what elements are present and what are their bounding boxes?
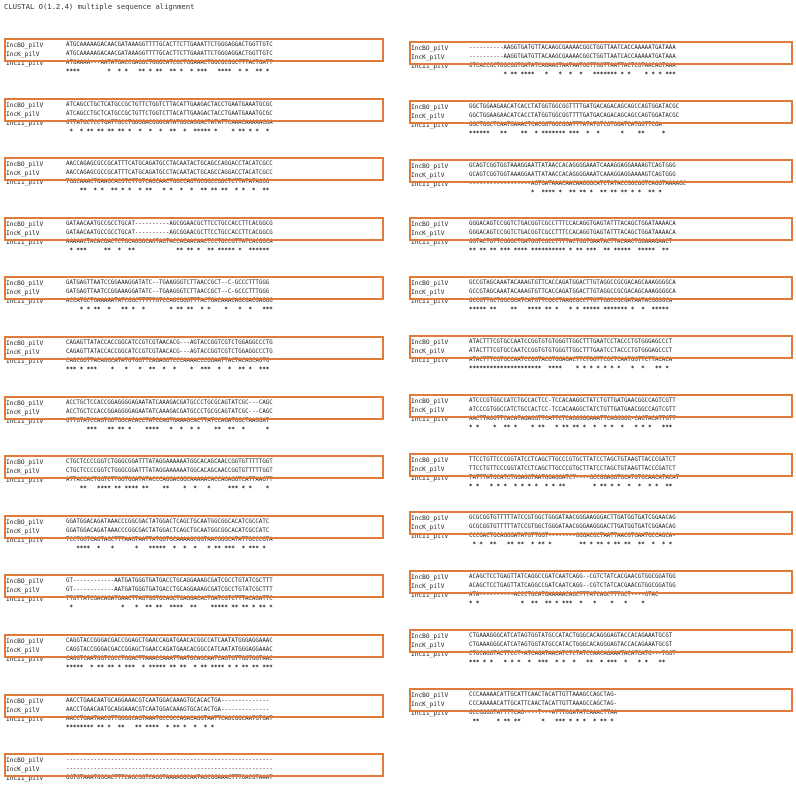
sequence-residues: AACCTGAACAATGCAGGAAACGTCAATGGACAAAGTGCACACTGA-------------- <box>66 706 270 713</box>
sequence-residues: ATGCAAAAAGACAACGATAAAGGTTTTGCACTTCTTGAAATTCTGGGAGGACTGGTTGTC <box>66 51 273 57</box>
sequence-name: IncBO_pilV <box>6 399 44 407</box>
sequence-name: IncK_pilV <box>6 289 40 297</box>
sequence-name: IncK_pilV <box>6 408 40 416</box>
sequence-residues: ATACTTTCGTGCCAATCCGGTACGTGGAGACTTCTGGTTCGCTCAATGGTTCTTACACA <box>469 357 673 363</box>
sequence-residues: CCCAAAAACATTGCATTCAACTACATTGTTAAAGCCAGCTAG- <box>469 691 618 698</box>
sequence-row <box>6 595 394 604</box>
sequence-name: IncK_pilV <box>6 349 40 356</box>
sequence-name: IncBO_pilV <box>6 42 44 49</box>
sequence-name: IncI1_pilV <box>6 477 44 485</box>
consensus-line: * * * ** ** **** ** ***** ** ** * ** * <box>66 605 273 612</box>
sequence-name: IncK_pilV <box>411 406 445 414</box>
sequence-row <box>6 357 394 366</box>
sequence-residues: CTGCTCCCCGGTCTGGGCGGATTTATAGGAAAAAATGGCACAGCAACCGGTGTTTTTGGT <box>66 459 273 466</box>
consensus-line: * * ** ** ** ** * * * * ** * ***** * * ** * * * <box>66 128 270 135</box>
consensus-row <box>6 187 394 196</box>
sequence-row <box>411 456 796 465</box>
sequence-row <box>411 238 796 247</box>
consensus-row <box>411 306 796 315</box>
sequence-residues: TTCCTGTTCCCGGTATCCTCAGCTTGCCCGTGCTTATCCTAGCTGTAAGTTACCCGATCT <box>469 456 676 463</box>
sequence-residues: CAGAGTTATACCACCGGCATCCGTCGTAACACG---AGTACCGGTCGTCTGGAGGCCCTG <box>66 340 273 346</box>
sequence-residues: ATA----------ACCCTGCATGAAAAACAGCTTTATCAGCTTTGCT----GTAC <box>469 592 659 599</box>
sequence-residues: GATGAGTTAATCCGGAAAGGATATC--TGAAGGGTCTTAACCGCT--C-GCCCTTTGGG <box>66 289 270 296</box>
sequence-row <box>6 288 394 297</box>
sequence-name: IncK_pilV <box>411 171 445 179</box>
sequence-name: IncK_pilV <box>411 348 445 355</box>
sequence-residues: AACCAGAGCGCCGCATTTCATGCAGATGCCTACAATACTGCAGCCAGGACCTACATCGCC <box>66 170 273 177</box>
sequence-row <box>6 220 394 229</box>
consensus-row <box>6 664 394 673</box>
sequence-row <box>6 577 394 586</box>
sequence-row <box>411 691 796 700</box>
sequence-name: IncBO_pilV <box>6 340 44 347</box>
sequence-row <box>411 573 796 582</box>
sequence-name: IncK_pilV <box>6 229 40 237</box>
sequence-row <box>6 655 394 664</box>
sequence-row <box>411 632 796 641</box>
sequence-name: IncK_pilV <box>411 583 445 591</box>
sequence-residues: AAAAACTACACGACTCTGCAGGGCAGTAGTACCACAACAACTCCTGCCGTTATCACGGCA <box>66 238 273 245</box>
sequence-residues: ATACTTTCGTGCCAATCCGGTGTGTGGGTTGGCTTTGAATCCTACCCTGTGGGAGCCCT <box>469 348 673 354</box>
sequence-name: IncK_pilV <box>6 766 40 774</box>
sequence-name: IncBO_pilV <box>6 757 44 765</box>
sequence-residues: ----------AAGGTGATGTTACAAGCGAAAACGGCTGGTTAATCACCAAAAATGATAAA <box>469 45 676 51</box>
sequence-row <box>411 279 796 288</box>
sequence-residues: GTTGTATCCAGTGGTGGCACACCTATCCAGTGAAAGCACTTATCCAGATGGCTAAGGAT <box>66 417 270 424</box>
sequence-name: IncBO_pilV <box>411 280 449 288</box>
sequence-residues: ------------------------------------------------------------ <box>66 766 273 773</box>
sequence-row <box>6 527 394 536</box>
sequence-row <box>6 715 394 724</box>
consensus-line: * * ** * ** * * * ** ** * * * * * *** <box>66 307 273 314</box>
sequence-residues: GCCGTTGCTGGCGCATCATGTTCGCCTAAGCGCCTTGTTGGCCGCGATAATACGGGGCA <box>469 298 673 305</box>
sequence-residues: ATGAAAA---AATATGACCGAGGCTGGGCATCGCTGGAAACTGGCGCGGCTTTACTGATT <box>66 60 273 66</box>
sequence-residues: TCCTGGTCAGTAGCTTTAAGTAATTATGGTGCAAAAGCGGTAACGGGCATATTGCCCGTA <box>66 536 273 543</box>
sequence-row <box>411 709 796 718</box>
sequence-residues: ----------AAGGTGATGTTACAAGCGAAAACGGCTGGTTAATCACCAAAAATGATAAA <box>469 54 676 60</box>
sequence-row <box>6 518 394 527</box>
sequence-name: IncBO_pilV <box>411 103 449 111</box>
sequence-residues: CAGGTACCGGGACGACCGGAGCTGAACCAGATGAACACGGCCATCAATATGGGAGGAAAC <box>66 638 273 644</box>
consensus-row <box>6 604 394 613</box>
sequence-row <box>411 171 796 180</box>
sequence-row <box>411 397 796 406</box>
consensus-row <box>6 724 394 733</box>
sequence-row <box>411 103 796 112</box>
consensus-line: ****** ** ** * ******* *** * * * ** * <box>469 130 666 137</box>
sequence-residues: ATACTTTCGTGCCAATCCGGTGTGTGGGTTGGCTTTGAATCCTACCCTGTGGGAGCCCT <box>469 339 673 345</box>
consensus-line: * * * ** * * ** * ** ** * * * * * * * * *** <box>469 424 673 431</box>
consensus-row <box>6 485 394 494</box>
consensus-line: ** ** ** *** **** ********** * ** *** ** ***** ***** ** <box>469 248 669 255</box>
sequence-row <box>411 356 796 365</box>
sequence-residues: CAGCGGTTACAGGCATATGTGGTTCAGAGGTCCCAAAACCCGGAATTACTACAGCAGTG <box>66 358 270 364</box>
consensus-row <box>411 718 796 727</box>
sequence-name: IncBO_pilV <box>411 221 449 229</box>
consensus-line: ** * ** ** * *** * * * * ** * <box>469 718 614 725</box>
sequence-name: IncI1_pilV <box>6 179 44 187</box>
consensus-row <box>411 365 796 374</box>
sequence-name: IncBO_pilV <box>411 456 449 464</box>
sequence-name: IncI1_pilV <box>411 239 449 247</box>
consensus-row <box>6 247 394 256</box>
consensus-row <box>411 71 796 80</box>
sequence-row <box>6 646 394 655</box>
sequence-row <box>6 279 394 288</box>
sequence-row <box>6 160 394 169</box>
sequence-name: IncI1_pilV <box>6 656 44 663</box>
consensus-line: * * ** ** ** * ** * ** * ** * ** ** ** * * * <box>469 542 673 549</box>
sequence-name: IncK_pilV <box>6 51 40 58</box>
sequence-residues: GGCTGGAAGAACATCACCTATGGTGGCGGTTTTGATGACAGACAGCAGCCAGTGGATACGC <box>469 103 680 110</box>
sequence-residues: GTTATGCTCCTGATTGCCTGGGGACGGGCATATGGCAGGACTATATTCAAACAAAAAGGA <box>66 119 273 126</box>
sequence-name: IncK_pilV <box>411 642 445 649</box>
sequence-row <box>411 523 796 532</box>
sequence-name: IncI1_pilV <box>6 60 44 67</box>
sequence-residues: ACAGCTCCTGAGTTATCAGGCCGATCAATCAGG--CGTCTATCACGAACGTGGCGGATGG <box>469 574 676 581</box>
sequence-residues: ATGCAAAAAGACAACGATAAAGGTTTTGCACTTCTTGAAATTCTGGGAGGACTGGTTGTC <box>66 42 273 48</box>
sequence-name: IncI1_pilV <box>6 536 44 544</box>
sequence-residues: GCAGTCGGTGGTAAAGGAATTATAACCACAGGGGAAATCAAAGGAGGAAAAGTCAGTGGG <box>469 162 676 169</box>
sequence-residues: GATAACAATGCCGCCTGCAT----------AGCGGAACGCTTCCTGCCACCTTCACGGCG <box>66 229 273 236</box>
consensus-row <box>411 659 796 668</box>
sequence-name: IncI1_pilV <box>6 417 44 425</box>
sequence-residues: GGATGGACAGATAAACCCGGCGACTATGGACTCAGCTGCAATGGCGGCACATCGCCATC <box>66 518 270 525</box>
sequence-row <box>6 41 394 50</box>
sequence-name: IncBO_pilV <box>6 101 44 109</box>
sequence-name: IncBO_pilV <box>6 161 44 169</box>
sequence-name: IncI1_pilV <box>411 180 449 188</box>
sequence-row <box>411 229 796 238</box>
sequence-name: IncI1_pilV <box>6 358 44 365</box>
sequence-residues: CTGCAGGTACTTCCT-ATCAGATAACATCTCTATCCAACAGAAATACATCATG---TGGT <box>469 651 676 657</box>
sequence-residues: ATCCCGTGGCCATCTGCCACTCC-TCCACAAGGCTATCTGTTGATGAACGGCCAGTCGTT <box>469 397 676 404</box>
sequence-name: IncI1_pilV <box>411 474 449 482</box>
sequence-name: IncK_pilV <box>6 110 40 118</box>
sequence-row <box>6 119 394 128</box>
sequence-row <box>411 62 796 71</box>
sequence-name: IncBO_pilV <box>411 339 449 346</box>
sequence-row <box>6 458 394 467</box>
sequence-row <box>6 50 394 59</box>
sequence-residues: TTGTTATCGACAGATGAACTTAGTGGTGCAGCTGAGGACACTGATCGTCTTTACAGATTC <box>66 596 273 603</box>
sequence-row <box>6 774 394 783</box>
sequence-name: IncI1_pilV <box>6 119 44 127</box>
sequence-residues: GCGCGGTGTTTTTATCCGTGGCTGGGATAACGGGAAGGGACTTGATGGTGATCGGAACAG <box>469 515 676 522</box>
sequence-row <box>6 169 394 178</box>
sequence-row <box>6 697 394 706</box>
consensus-line: * **** * ** ** * ** ** ** * * ** * <box>469 189 662 196</box>
sequence-name: IncI1_pilV <box>411 709 449 717</box>
consensus-line: * *** ** * ** ** ** * ** ***** * ****** <box>66 247 270 254</box>
sequence-residues: GTCACCGCTGGCGGTGATATCAGAAGTAATAATGGTTGGTTAATTACTCGTAACAGTAAA <box>469 63 676 69</box>
sequence-residues: TTCCTGTTCCCGGTATCCTCAGCTTGCCCGTGCTTATCCTAGCTGTAAGTTACCCGATCT <box>469 465 676 472</box>
consensus-line: *** * *** * * * ** * * * *** * * ** * *** <box>66 367 270 373</box>
sequence-residues: ATCAGCCTGCTCATGCCGCTGTTCTGGTCTTACATTGAAGACTACCTGAATGAAATGCGC <box>66 101 273 108</box>
sequence-row <box>6 348 394 357</box>
sequence-residues: GCAGTCGGTGGTAAAGGAATTATAACCACAGGGGAAATCAAAGGAGGAAAAGTCAGTGGG <box>469 171 676 178</box>
sequence-row <box>6 339 394 348</box>
sequence-row <box>6 417 394 426</box>
sequence-residues: ACCATGCTGAAAAATATCGGCTTTTTGTCCAGCGGGTTTACTGACAAACAGCGACGAGGG <box>66 298 273 305</box>
sequence-row <box>6 399 394 408</box>
consensus-line: **** * * * ***** * * * * ** *** * *** * <box>66 545 266 552</box>
sequence-row <box>411 532 796 541</box>
sequence-residues: AACCTGAACAATGCAGGAAACGTCAATGGACAAAGTGCACACTGA-------------- <box>66 697 270 704</box>
sequence-name: IncBO_pilV <box>6 459 44 467</box>
sequence-residues: AACCTGAATAACGTTGGGGCAGTAAATGCCGCCAGACAGGTAATTCAGCGGCAATGTGAT <box>66 715 273 722</box>
sequence-row <box>6 476 394 485</box>
sequence-residues: GGCTGGAAGAACATCACCTATGGTGGCGGTTTTGATGACAGACAGCAGCCAGTGGATACGC <box>469 112 680 119</box>
sequence-name: IncI1_pilV <box>411 63 449 70</box>
consensus-row <box>411 483 796 492</box>
sequence-row <box>6 101 394 110</box>
consensus-line: * * * ** ** * *** * * * * * <box>469 601 645 608</box>
consensus-line: ***** * ** ** * *** * ***** ** ** * ** **** * * ** ** *** <box>66 665 273 671</box>
sequence-name: IncK_pilV <box>6 587 40 595</box>
sequence-name: IncI1_pilV <box>6 238 44 246</box>
consensus-row <box>411 541 796 550</box>
sequence-name: IncK_pilV <box>6 468 40 476</box>
consensus-row <box>411 424 796 433</box>
sequence-name: IncBO_pilV <box>6 697 44 705</box>
sequence-name: IncK_pilV <box>411 112 445 120</box>
sequence-row <box>411 406 796 415</box>
sequence-row <box>6 467 394 476</box>
sequence-residues: AACTTAGGTTCACATAGAGGTTCATTCTCAGGGGGAAATTCAGGGGG-CAGTACATTGTT <box>469 415 676 422</box>
sequence-row <box>411 641 796 650</box>
consensus-line: **** * * * ** * ** ** * * *** **** * * ** * <box>66 69 270 75</box>
sequence-row <box>411 415 796 424</box>
sequence-name: IncI1_pilV <box>6 715 44 723</box>
sequence-row <box>411 220 796 229</box>
sequence-name: IncK_pilV <box>6 706 40 714</box>
sequence-name: IncK_pilV <box>411 465 445 473</box>
sequence-name: IncK_pilV <box>411 230 445 238</box>
sequence-name: IncK_pilV <box>411 524 445 532</box>
sequence-residues: GGCTGGCTCAATGAAACTCACGGTGGCGGATTTATATGTCGTGGATCATGGTTCGA <box>469 121 662 128</box>
sequence-name: IncK_pilV <box>411 700 445 708</box>
sequence-name: IncI1_pilV <box>6 298 44 306</box>
sequence-name: IncI1_pilV <box>411 121 449 129</box>
sequence-row <box>411 297 796 306</box>
sequence-row <box>411 338 796 347</box>
sequence-residues: ATTACCACTGGTCTTGGTGGATATACCCAGGACGGCAAAAACACCAGAGGTCATTAAGTT <box>66 477 273 484</box>
sequence-name: IncI1_pilV <box>411 357 449 364</box>
sequence-row <box>411 474 796 483</box>
sequence-residues: ------------------AGTGATAAACAACAAGGGCATCTATACCGGCGGTCAGGTAAAAGC <box>469 180 686 187</box>
sequence-residues: GCCGTAGCAAATACAAAGTGTTCACCAGATGGACTTGTAGGCCGCGACAGCAAAGGGGCA <box>469 289 676 296</box>
consensus-row <box>411 600 796 609</box>
sequence-residues: GGGACAGTCCGGTCTGACGGTCGCCTTTCCACAGGTGAGTATTTACAGCTGGATAAAACA <box>469 230 676 237</box>
sequence-residues: GGTGTAAATGGCACTTTCAGCGGTCAGGTAAAAGGCAATAGCGGAAACTTTGACGTAAAT <box>66 775 273 782</box>
sequence-row <box>6 536 394 545</box>
consensus-line: * ** **** * * * * ******* * * * * * *** <box>469 72 676 78</box>
sequence-name: IncBO_pilV <box>6 638 44 645</box>
sequence-name: IncI1_pilV <box>411 651 449 658</box>
sequence-residues: ACCTGCTCCACCGGAGGGGAGAATATCAAAGACGATGCCCTGCGCAGTATCGC---CAGC <box>66 399 273 406</box>
consensus-row <box>411 189 796 198</box>
sequence-name: IncI1_pilV <box>6 596 44 604</box>
sequence-row <box>6 110 394 119</box>
sequence-row <box>411 514 796 523</box>
sequence-row <box>6 756 394 765</box>
sequence-row <box>411 582 796 591</box>
consensus-row <box>411 247 796 256</box>
sequence-residues: ACCTGCTCCACCGGAGGGGAGAATATCAAAGACGATGCCCTGCGCAGTATCGC---CAGC <box>66 408 273 415</box>
sequence-row <box>411 700 796 709</box>
consensus-row <box>6 68 394 77</box>
sequence-row <box>6 637 394 646</box>
consensus-line: ***** ** ** **** ** * * * ***** ******* * * ***** <box>469 307 669 314</box>
consensus-row <box>6 306 394 315</box>
consensus-line: ********************* **** * * * * * * * * * ** * <box>469 366 669 372</box>
sequence-name: IncBO_pilV <box>411 691 449 699</box>
consensus-line: ** * * ** * * * ** * * * * ** ** ** * * * ** <box>66 188 270 195</box>
sequence-residues: GGGACAGTCCGGTCTGACGGTCGCCTTTCCACAGGTGAGTATTTACAGCTGGATAAAACA <box>469 221 676 228</box>
sequence-row <box>411 121 796 130</box>
sequence-name: IncBO_pilV <box>411 574 449 582</box>
sequence-name: IncK_pilV <box>6 170 40 178</box>
sequence-row <box>411 650 796 659</box>
sequence-row <box>411 465 796 474</box>
consensus-line: *** ** ** * **** * * * * ** ** * * <box>66 426 270 433</box>
consensus-row <box>411 130 796 139</box>
sequence-row <box>411 44 796 53</box>
sequence-name: IncBO_pilV <box>411 515 449 523</box>
consensus-row <box>6 366 394 375</box>
sequence-residues: GGTACTGTTCGGGCTGATGGTCGCCTTTTACTGGTGAATACTTACAACTGGAAAGAACT <box>469 239 673 246</box>
sequence-residues: GCGCGGTGTTTTTATCCGTGGCTGGGATAACGGGAAGGGACTTGATGGTGATCGGAACAG <box>469 524 676 531</box>
sequence-row <box>411 591 796 600</box>
sequence-residues: TATTTATGCATCTGGAGGTAATGGAGGATCT----GCCGGAGGTGCATGTGCAACATACAT <box>469 474 680 481</box>
sequence-residues: CCCGACTGCAGGGATATGTTGGT--------GGGACGCTAATTAACGTGAATGCCAGCA- <box>469 533 676 540</box>
sequence-name: IncBO_pilV <box>6 518 44 526</box>
sequence-row <box>6 586 394 595</box>
sequence-name: IncK_pilV <box>411 54 445 61</box>
sequence-row <box>411 288 796 297</box>
sequence-name: IncI1_pilV <box>411 533 449 541</box>
consensus-line: ** **** ** **** ** ** * * * *** * * * <box>66 486 270 493</box>
sequence-residues: CAGGTACCGGGACGACCGGAGCTGAACCAGATGAACACGGCCATCAATATGGGAGGAAAC <box>66 647 273 653</box>
sequence-residues: CCCAAAAACATTGCATTCAACTACATTGTTAAAGCCAGCTAG- <box>469 700 618 707</box>
sequence-residues: GCCGGGGTATTTTCAG----T---ATTTGGATATCAAACTTAA <box>469 709 618 716</box>
sequence-name: IncBO_pilV <box>411 633 449 640</box>
consensus-row <box>6 128 394 137</box>
sequence-row <box>6 297 394 306</box>
sequence-name: IncBO_pilV <box>411 162 449 170</box>
sequence-name: IncI1_pilV <box>6 775 44 783</box>
alignment-header: CLUSTAL O(1.2.4) multiple sequence alignment <box>4 2 195 11</box>
sequence-residues: CTGAAAGGGCATCATAGTGGTATGCCATACTGGGCACAGGGAGTACCACAGAAATGCGT <box>469 633 673 639</box>
sequence-row <box>6 706 394 715</box>
sequence-row <box>6 765 394 774</box>
consensus-row <box>6 545 394 554</box>
sequence-name: IncI1_pilV <box>411 592 449 600</box>
sequence-row <box>6 238 394 247</box>
sequence-row <box>411 162 796 171</box>
consensus-line: * * * * * * * * * * * ** * ** * * * * * * ** <box>469 483 673 490</box>
sequence-row <box>6 178 394 187</box>
sequence-row <box>6 229 394 238</box>
sequence-name: IncI1_pilV <box>411 415 449 423</box>
sequence-residues: GT------------AATGATGGGTGATGACCTGCAGGAAAGCGATCGCCTGTATCGCTTT <box>66 587 273 594</box>
sequence-residues: TGGCAAACTGAAGCACGTCTTGTCAGCAACTGGCCAGTGCGGCCGGCTCTTATATAGGG <box>66 179 270 186</box>
sequence-row <box>411 53 796 62</box>
sequence-residues: GGATGGACAGATAAACCCGGCGACTATGGACTCAGCTGCAATGGCGGCACATCGCCATC <box>66 527 270 534</box>
sequence-row <box>411 112 796 121</box>
sequence-row <box>411 347 796 356</box>
sequence-residues: CAGGTCAATGGTCGCCTGGACTTAAACCAAATTAATGCAGCAATCAGTGTTGGTGGTAAC <box>66 656 273 662</box>
sequence-name: IncBO_pilV <box>6 280 44 288</box>
sequence-residues: CAGAGTTATACCACCGGCATCCGTCGTAACACG---AGTACCGGTCGTCTGGAGGCCCTG <box>66 349 273 355</box>
sequence-name: IncI1_pilV <box>411 298 449 306</box>
sequence-residues: ATCAGCCTGCTCATGCCGCTGTTCTGGTCTTACATTGAAGACTACCTGAATGAAATGCGC <box>66 110 273 117</box>
sequence-name: IncK_pilV <box>6 647 40 654</box>
sequence-residues: ------------------------------------------------------------ <box>66 757 273 764</box>
sequence-name: IncK_pilV <box>411 289 445 297</box>
sequence-row <box>411 180 796 189</box>
sequence-residues: ATCCCGTGGCCATCTGCCACTCC-TCCACAAGGCTATCTGTTGATGAACGGCCAGTCGTT <box>469 406 676 413</box>
consensus-line: *** * * * * * * *** * * * ** * *** * * * ** <box>469 660 666 666</box>
sequence-residues: CTGAAAGGGCATCATAGTGGTATGCCATACTGGGCACAGGGAGTACCACAGAAATGCGT <box>469 642 673 648</box>
sequence-residues: AACCAGAGCGCCGCATTTCATGCAGATGCCTACAATACTGCAGCCAGGACCTACATCGCC <box>66 161 273 168</box>
sequence-name: IncBO_pilV <box>411 45 449 52</box>
sequence-residues: GT------------AATGATGGGTGATGACCTGCAGGAAAGCGATCGCCTGTATCGCTTT <box>66 578 273 585</box>
sequence-residues: GCCGTAGCAAATACAAAGTGTTCACCAGATGGACTTGTAGGCCGCGACAGCAAAGGGGCA <box>469 280 676 287</box>
sequence-name: IncBO_pilV <box>6 578 44 586</box>
sequence-row <box>6 59 394 68</box>
sequence-residues: CTGCTCCCCGGTCTGGGCGGATTTATAGGAAAAAATGGCACAGCAACCGGTGTTTTTGGT <box>66 468 273 475</box>
sequence-residues: GATAACAATGCCGCCTGCAT----------AGCGGAACGCTTCCTGCCACCTTCACGGCG <box>66 220 273 227</box>
consensus-row <box>6 426 394 435</box>
sequence-name: IncBO_pilV <box>6 220 44 228</box>
sequence-residues: ACAGCTCCTGAGTTATCAGGCCGATCAATCAGG--CGTCTATCACGAACGTGGCGGATGG <box>469 583 676 590</box>
sequence-residues: GATGAGTTAATCCGGAAAGGATATC--TGAAGGGTCTTAACCGCT--C-GCCCTTTGGG <box>66 280 270 287</box>
sequence-name: IncBO_pilV <box>411 397 449 405</box>
sequence-row <box>6 408 394 417</box>
sequence-name: IncK_pilV <box>6 527 40 535</box>
consensus-line: ******** ** * ** ** **** * ** * * * * <box>66 724 215 731</box>
